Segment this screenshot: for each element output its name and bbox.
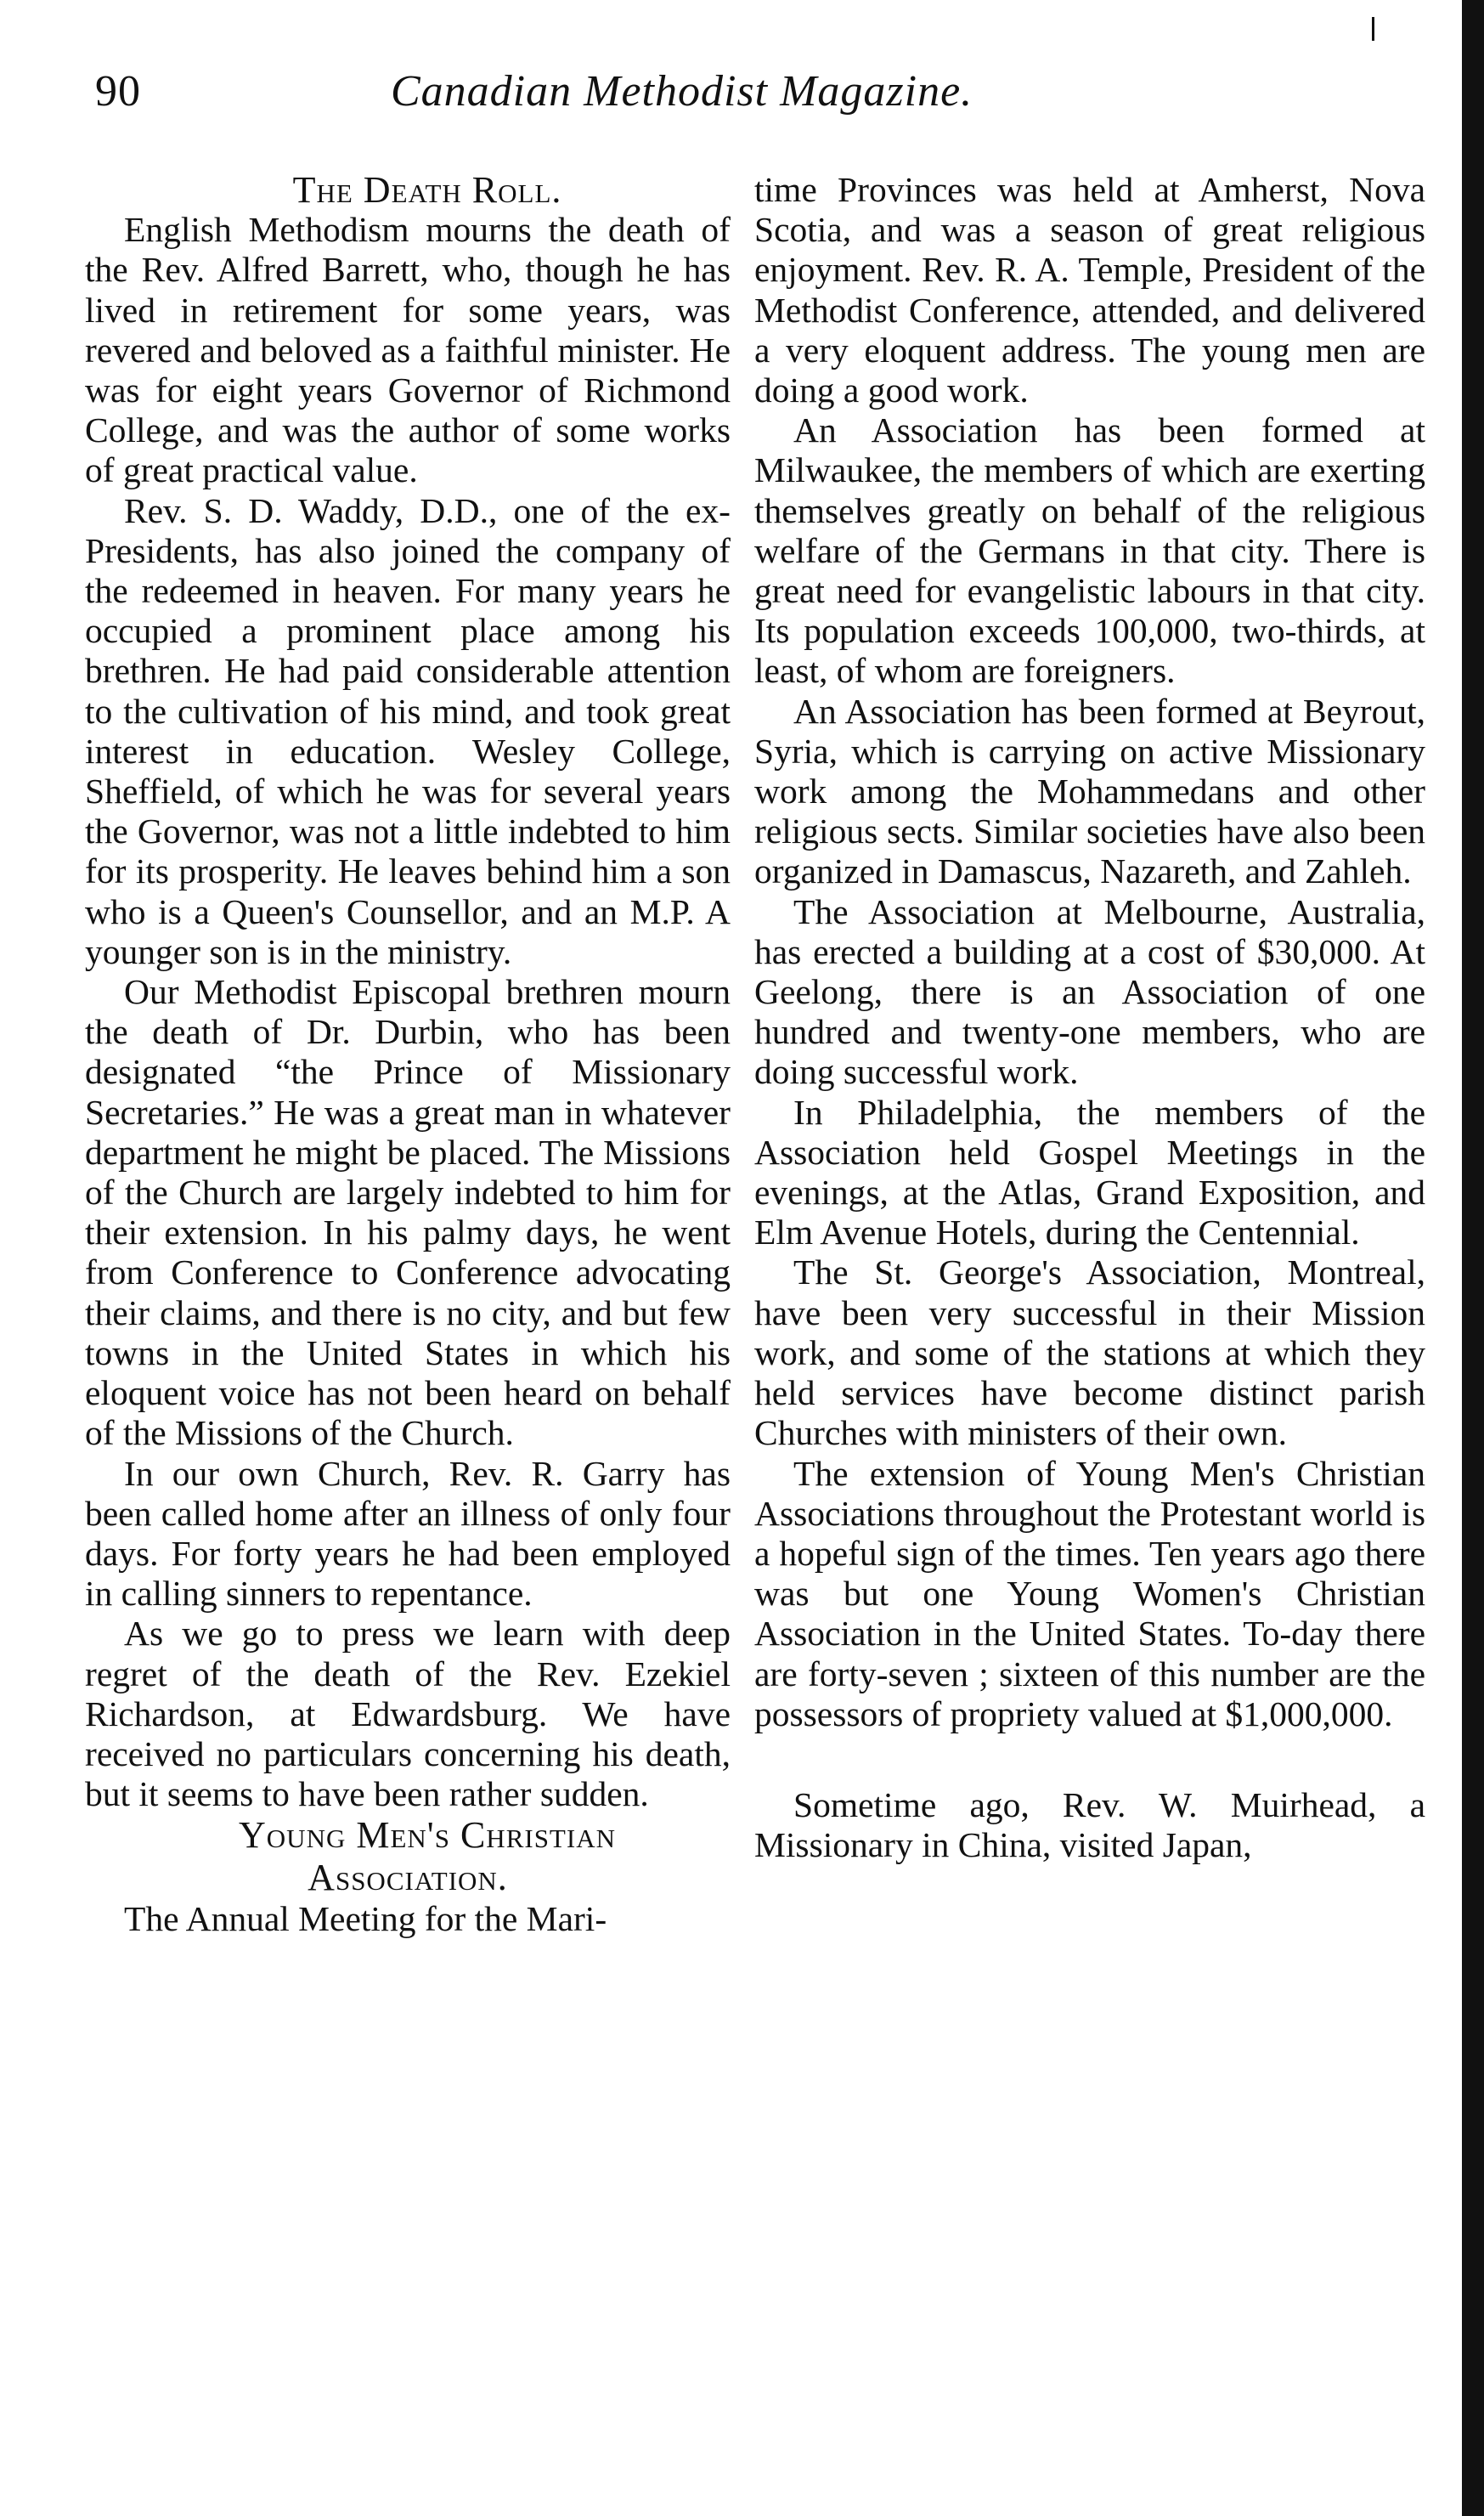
paragraph-extension: The extension of Young Men's Christian Associations throughout the Protestant world is a hopeful sign of the times. Ten years ago there was but one Young Women's Christian Association in the United States. To-day there are forty-seven ; sixteen of this number are the possessors of propriety valued at $1,000,000. — [754, 1453, 1425, 1733]
section-heading-death-roll: The Death Roll. — [292, 169, 562, 211]
paragraph-montreal: The St. George's Association, Montreal, have been very successful in their Mission work, and some of the stations at which they held services have become distinct parish Churches with ministers of their own. — [754, 1252, 1425, 1453]
paragraph-muirhead: Sometime ago, Rev. W. Muirhead, a Missionary in China, visited Japan, — [754, 1784, 1425, 1865]
section-gap — [754, 1734, 1425, 1785]
paragraph-barrett: English Methodism mourns the death of the Rev. Alfred Barrett, who, though he has lived in retirement for some years, was revered and beloved as a faithful minister. He was for eight years Governor of Richmond College, and was the author of some works of great practical value. — [85, 210, 731, 490]
page-number: 90 — [95, 67, 141, 116]
section-heading-ymca-line2: Association. — [308, 1857, 508, 1899]
paragraph-philadelphia: In Philadelphia, the members of the Association held Gospel Meetings in the evenings, at the Atlas, Grand Exposition, and Elm Avenue Hotels, during the Centennial. — [754, 1092, 1425, 1252]
paragraph-maritime-continued: time Provinces was held at Amherst, Nova Scotia, and was a season of great religious enjoyment. Rev. R. A. Temple, President of the Methodist Conference, attended, and delivered a very eloquent address. The young men are doing a good work. — [754, 170, 1425, 410]
paragraph-annual-meeting: The Annual Meeting for the Mari- — [124, 1899, 607, 1939]
scan-edge-shadow — [1462, 0, 1484, 2516]
running-title: Canadian Methodist Magazine. — [391, 67, 973, 116]
section-heading-ymca — [85, 1814, 731, 1899]
left-column — [85, 170, 731, 1940]
paragraph-waddy: Rev. S. D. Waddy, D.D., one of the ex-Presidents, has also joined the company of the redeemed in heaven. For many years he occupied a prominent place among his brethren. He had paid considerable attention to the cultivation of his mind, and took great interest in education. Wesley College, Sheffield, of which he was for several years the Governor, was not a little indebted to him for its prosperity. He leaves behind him a son who is a Queen's Counsellor, and an M.P. A younger son is in the ministry. — [85, 490, 731, 971]
paragraph-beyrout: An Association has been formed at Beyrout, Syria, which is carrying on active Missionary work among the Mohammedans and other religious sects. Similar societies have also been organized in Damascus, Nazareth, and Zahleh. — [754, 691, 1425, 891]
paragraph-garry: In our own Church, Rev. R. Garry has been called home after an illness of only four days. For forty years he had been employed in calling sinners to repentance. — [85, 1453, 731, 1614]
page-header — [85, 66, 1359, 134]
scan-mark — [1464, 2239, 1466, 2263]
paragraph-durbin: Our Methodist Episcopal brethren mourn the death of Dr. Durbin, who has been designated “the Prince of Missionary Secretaries.” He was a great man in whatever department he might be placed. The Missions of the Church are largely indebted to him for their extension. In his palmy days, he went from Conference to Conference advocating their claims, and there is no city, and but few towns in the United States in which his eloquent voice has not been heard on behalf of the Missions of the Church. — [85, 972, 731, 1453]
paragraph-milwaukee: An Association has been formed at Milwaukee, the members of which are exerting themselves greatly on behalf of the religious welfare of the Germans in that city. There is great need for evangelistic labours in that city. Its population exceeds 100,000, two-thirds, at least, of whom are foreigners. — [754, 410, 1425, 691]
section-heading-ymca-line1: Young Men's Christian — [239, 1814, 616, 1857]
right-column — [754, 170, 1425, 1865]
scan-mark — [1464, 2294, 1466, 2318]
paragraph-richardson: As we go to press we learn with deep regret of the death of the Rev. Ezekiel Richardson, at Edwardsburg. We have received no particulars concerning his death, but it seems to have been rather sudden. — [85, 1614, 731, 1814]
scan-mark — [1372, 17, 1374, 41]
scan-mark — [1464, 2192, 1466, 2216]
paragraph-melbourne: The Association at Melbourne, Australia, has erected a building at a cost of $30,000. At Geelong, there is an Association of one hundred and twenty-one members, who are doing successful work. — [754, 891, 1425, 1092]
